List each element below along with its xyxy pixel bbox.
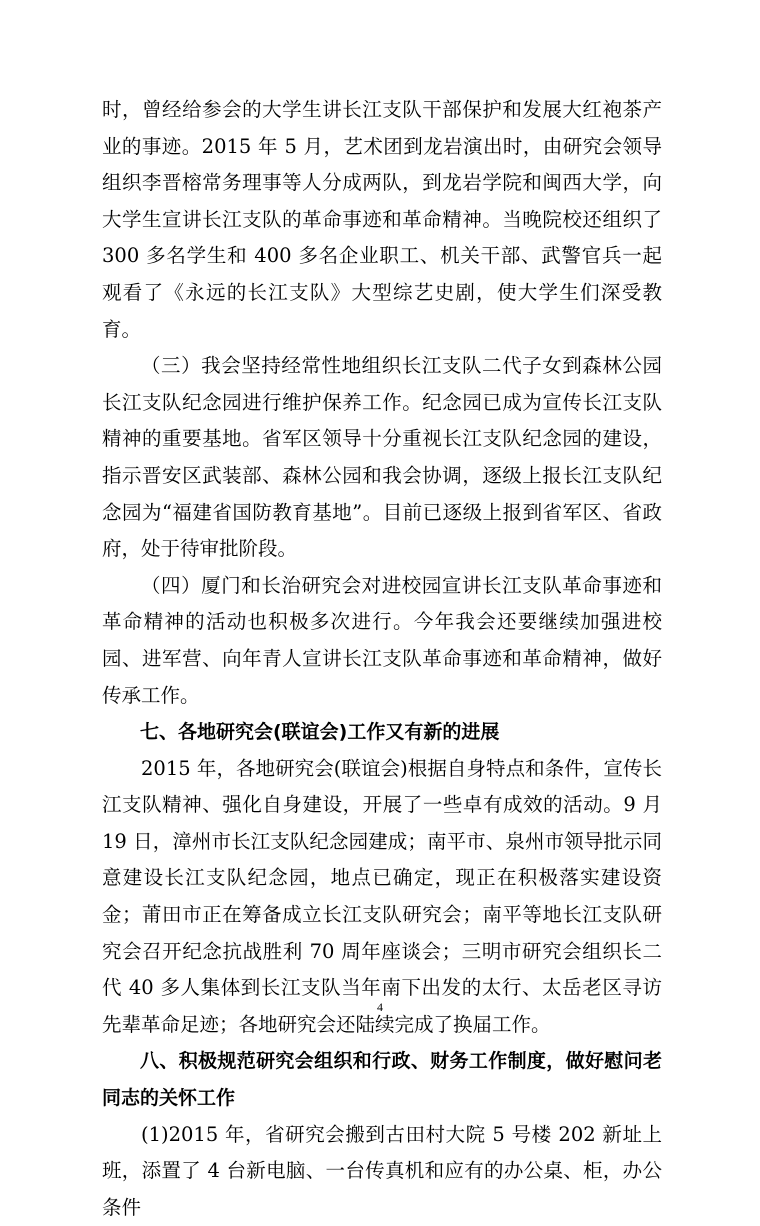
paragraph-item-4: （四）厦门和长治研究会对进校园宣讲长江支队革命事迹和革命精神的活动也积极多次进行。今年我会还要继续加强进校园、进军营、向年青人宣讲长江支队革命事迹和革命精神，做好传承工作。	[102, 573, 662, 707]
paragraph-item-3: （三）我会坚持经常性地组织长江支队二代子女到森林公园长江支队纪念园进行维护保养工作。纪念园已成为宣传长江支队精神的重要基地。省军区领导十分重视长江支队纪念园的建设，指示晋安区武装部、森林公园和我会协调，逐级上报长江支队纪念园为“福建省国防教育基地”。目前已逐级上报到省军区、省政府，处于待审批阶段。	[102, 354, 662, 561]
paragraph-section-7: 2015 年，各地研究会(联谊会)根据自身特点和条件，宣传长江支队精神、强化自身建设，开展了一些卓有成效的活动。9 月 19 日，漳州市长江支队纪念园建成；南平市、泉州市领导批示同意建设长江支队纪念园，地点已确定，现正在积极落实建设资金；莆田市正在筹备成立长江支队研究会；南平等地长江支队研究会召开纪念抗战胜利 70 周年座谈会；三明市研究会组织长二代 40 多人集体到长江支队当年南下出发的太行、太岳老区寻访先辈革命足迹；各地研究会还陆续完成了换届工作。	[102, 756, 662, 1036]
section-heading-7: 七、各地研究会(联谊会)工作又有新的进展	[140, 721, 500, 744]
document-body	[102, 92, 662, 1226]
paragraph-continuation: 时，曾经给参会的大学生讲长江支队干部保护和发展大红袍茶产业的事迹。2015 年 5 月，艺术团到龙岩演出时，由研究会领导组织李晋榕常务理事等人分成两队，到龙岩学院和闽西大学，向大学生宣讲长江支队的革命事迹和革命精神。当晚院校还组织了 300 多名学生和 400 多名企业职工、机关干部、武警官兵一起观看了《永远的长江支队》大型综艺史剧，使大学生们深受教育。	[102, 98, 662, 341]
paragraph-section-8-item-1: (1)2015 年，省研究会搬到古田村大院 5 号楼 202 新址上班，添置了 4 台新电脑、一台传真机和应有的办公桌、柜，办公条件	[102, 1122, 662, 1219]
section-heading-8: 八、积极规范研究会组织和行政、财务工作制度，做好慰问老同志的关怀工作	[102, 1050, 662, 1110]
page-number: 4	[377, 1000, 383, 1014]
